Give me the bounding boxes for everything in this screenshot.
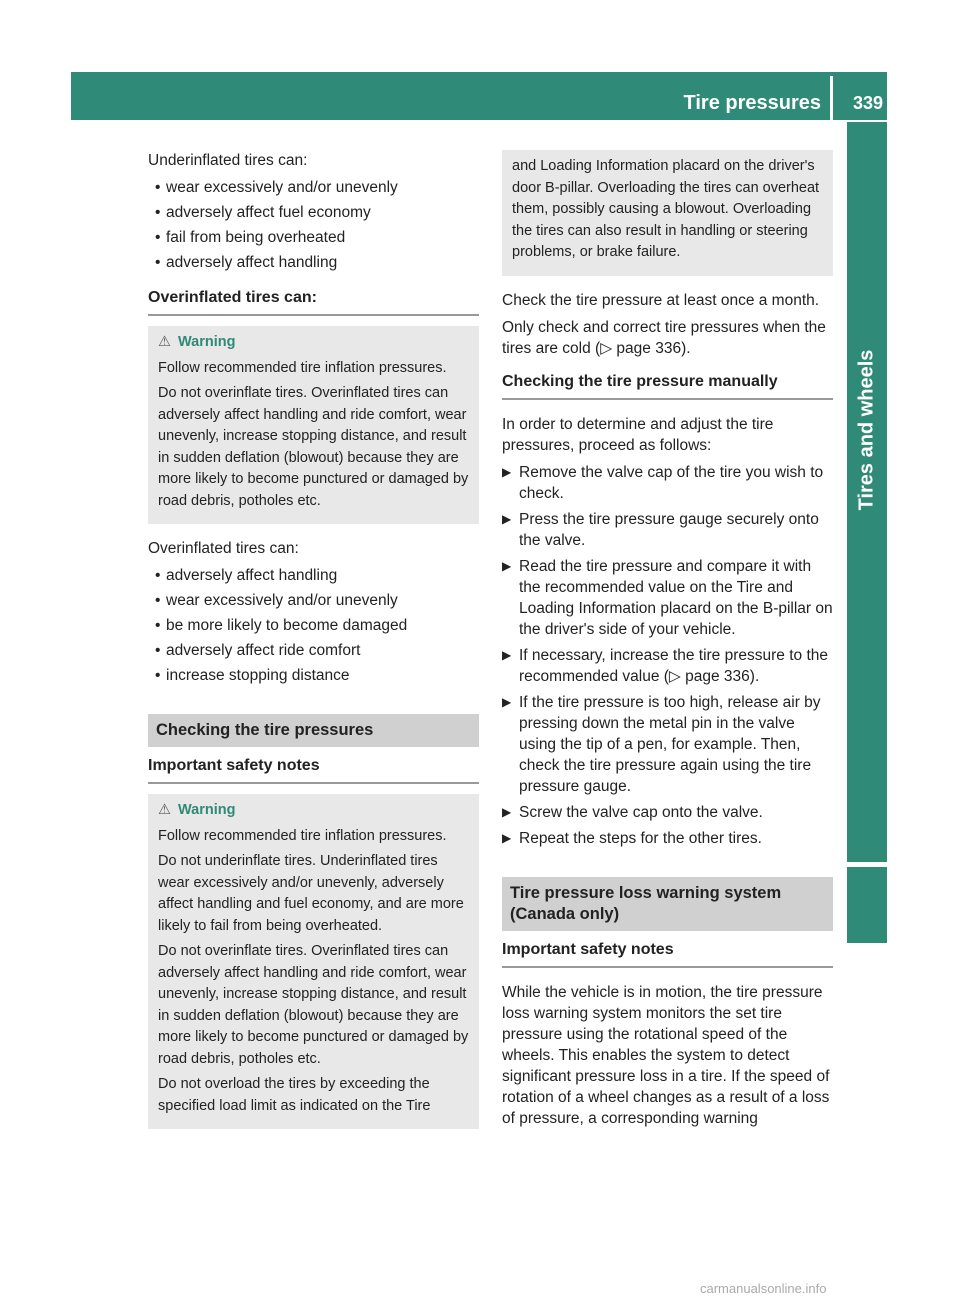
warning-box [148,326,479,524]
steps-list [502,462,833,849]
section-heading: Tire pressure loss warning system (Canada only) [502,877,833,931]
loss-warning-text: While the vehicle is in motion, the tire pressure loss warning system monitors the set tire pressure using the rotational speed of the wheels. This enables the system to detect significant pressure loss in a tire. If the speed of rotation of a wheel changes as a result of a loss of pressure, a corresponding warning [502,983,830,1127]
step-arrow-icon: ▶ [502,647,512,662]
check-cold-text: Only check and correct tire pressures when the tires are cold (▷ page 336). [502,318,826,357]
check-monthly-text: Check the tire pressure at least once a month. [502,291,820,309]
step-arrow-icon: ▶ [502,694,512,709]
list-item: • be more likely to become damaged [155,617,408,634]
list-item: • wear excessively and/or unevenly [155,592,398,609]
warning-title: ⚠ Warning [158,800,471,822]
warning-box-continued [502,150,833,276]
warning-box [148,794,479,1129]
warning-triangle-icon: ⚠ [158,334,171,350]
step-item: ▶ Press the tire pressure gauge securely onto the valve. [502,510,819,549]
chapter-tab-marker [847,867,887,943]
list-item: • wear excessively and/or unevenly [155,179,398,196]
list-item: • adversely affect ride comfort [155,642,361,659]
step-item: ▶ Repeat the steps for the other tires. [502,829,762,847]
warning-text: and Loading Information placard on the driver's door B-pillar. Overloading the tires can overheat them, possibly causing a blowout. Overloading the tires can also result in handling or steering problems, or brake failure. [512,158,820,260]
section-title: Tire pressures [683,92,821,114]
warning-triangle-icon: ⚠ [158,802,171,818]
step-item: ▶ Screw the valve cap onto the valve. [502,803,763,821]
list-item: • adversely affect handling [155,567,338,584]
warning-title: ⚠ Warning [158,332,471,354]
step-arrow-icon: ▶ [502,511,512,526]
section-heading: Checking the tire pressures [148,714,479,747]
list-item: • fail from being overheated [155,229,346,246]
step-item: ▶ If necessary, increase the tire pressure to the recommended value (▷ page 336). [502,646,829,685]
step-arrow-icon: ▶ [502,464,512,479]
warning-text: Do not overinflate tires. Overinflated tires can adversely affect handling and ride comfort, wear unevenly, increase stopping distance, and result in sudden deflation (blowout) because they are more likely to become punctured or damaged by road debris, potholes etc. [158,385,469,509]
manual-intro: In order to determine and adjust the tire pressures, proceed as follows: [502,415,774,454]
header-divider [830,76,833,120]
underinflated-list [148,177,479,273]
step-item: ▶ If the tire pressure is too high, release air by pressing down the metal pin in the valve using the tip of a pen, for example. Then, check the tire pressure again using the tire pressure gauge. [502,693,821,795]
left-column [148,150,479,1143]
overinflated-intro: Overinflated tires can: [148,540,299,557]
step-item: ▶ Remove the valve cap of the tire you wish to check. [502,463,824,502]
chapter-tab-label: Tires and wheels [855,349,878,511]
overinflated-heading: Overinflated tires can: [148,287,479,316]
warning-text: Follow recommended tire inflation pressures. [158,827,447,844]
step-arrow-icon: ▶ [502,830,512,845]
page-header [71,72,887,120]
underinflated-intro: Underinflated tires can: [148,152,308,169]
step-arrow-icon: ▶ [502,804,512,819]
warning-text: Follow recommended tire inflation pressures. [158,359,447,376]
safety-notes-heading: Important safety notes [148,755,479,784]
step-item: ▶ Read the tire pressure and compare it with the recommended value on the Tire and Loading Information placard on the B-pillar on the driver's side of your vehicle. [502,557,833,638]
list-item: • increase stopping distance [155,667,350,684]
warning-text: Do not overload the tires by exceeding the specified load limit as indicated on the Tire [158,1076,431,1114]
list-item: • adversely affect handling [155,254,338,271]
safety-notes-heading: Important safety notes [502,939,833,968]
warning-text: Do not underinflate tires. Underinflated tires wear excessively and/or unevenly, adversely affect handling and fuel economy, and are more likely to fail from being overheated. [158,853,464,934]
list-item: • adversely affect fuel economy [155,204,371,221]
step-arrow-icon: ▶ [502,558,512,573]
right-column [502,150,833,1135]
page-number: 339 [852,93,883,113]
manual-check-heading: Checking the tire pressure manually [502,371,833,400]
warning-text: Do not overinflate tires. Overinflated tires can adversely affect handling and ride comfort, wear unevenly, increase stopping distance, and result in sudden deflation (blowout) because they are more likely to become punctured or damaged by road debris, potholes etc. [158,943,469,1067]
overinflated-list [148,565,479,686]
watermark: carmanualsonline.info [700,1281,827,1296]
